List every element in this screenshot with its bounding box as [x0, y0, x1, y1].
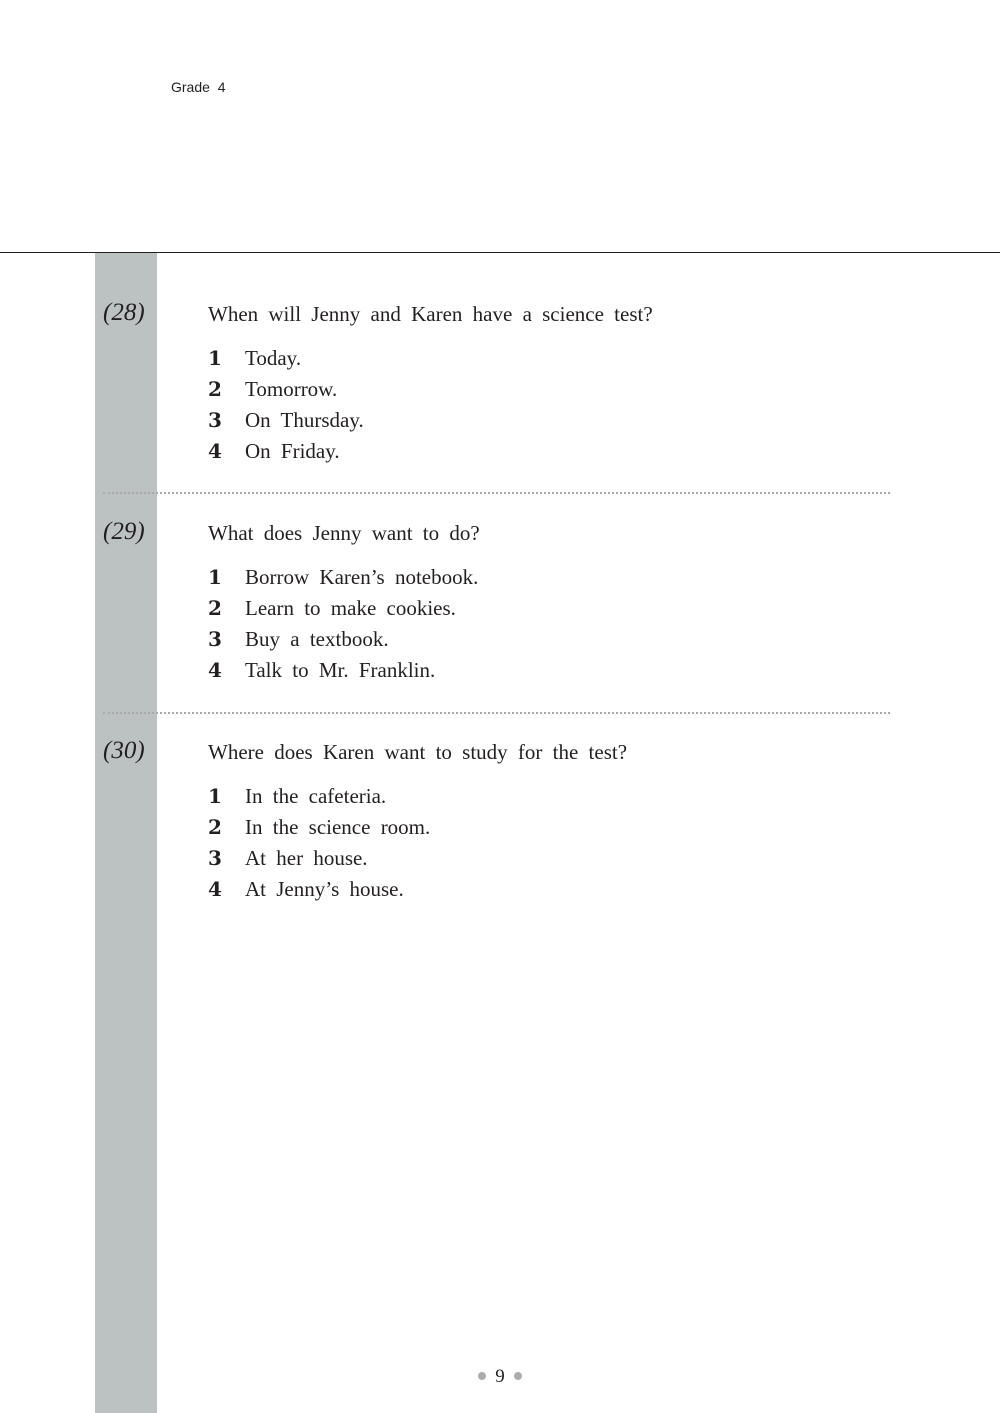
choice-number: 3: [208, 627, 222, 651]
bullet-dot-icon: [478, 1372, 486, 1380]
choice-text: In the cafeteria.: [245, 784, 387, 808]
choice-text: Borrow Karen’s notebook.: [245, 565, 479, 589]
choice-number: 3: [208, 408, 222, 432]
choice-text: Buy a textbook.: [245, 627, 389, 651]
choice-number: 2: [208, 596, 222, 620]
grade-label: Grade 4: [171, 79, 226, 95]
choice-text: On Friday.: [245, 439, 340, 463]
question-text: What does Jenny want to do?: [208, 521, 480, 545]
question-number: (29): [103, 518, 145, 545]
question-number: (28): [103, 299, 145, 326]
choice-text: In the science room.: [245, 815, 431, 839]
choice-number: 4: [208, 439, 222, 463]
page-footer: [0, 1366, 1000, 1388]
choice-number: 1: [208, 784, 222, 808]
choice-text: At Jenny’s house.: [245, 877, 404, 901]
question-number: (30): [103, 737, 145, 764]
side-margin-bar: [95, 253, 157, 1413]
question-text: When will Jenny and Karen have a science test?: [208, 302, 653, 326]
choice-number: 1: [208, 565, 222, 589]
choice-number: 4: [208, 877, 222, 901]
choice-number: 3: [208, 846, 222, 870]
page-number: 9: [495, 1366, 505, 1387]
choice-number: 4: [208, 658, 222, 682]
choice-number: 2: [208, 815, 222, 839]
choice-text: Learn to make cookies.: [245, 596, 456, 620]
choice-text: At her house.: [245, 846, 368, 870]
question-text: Where does Karen want to study for the test?: [208, 740, 628, 764]
question-separator: [103, 492, 890, 494]
choice-text: Tomorrow.: [245, 377, 338, 401]
choice-text: On Thursday.: [245, 408, 364, 432]
question-separator: [103, 712, 890, 714]
bullet-dot-icon: [514, 1372, 522, 1380]
choice-text: Talk to Mr. Franklin.: [245, 658, 436, 682]
choice-text: Today.: [245, 346, 302, 370]
choice-number: 1: [208, 346, 222, 370]
choice-number: 2: [208, 377, 222, 401]
